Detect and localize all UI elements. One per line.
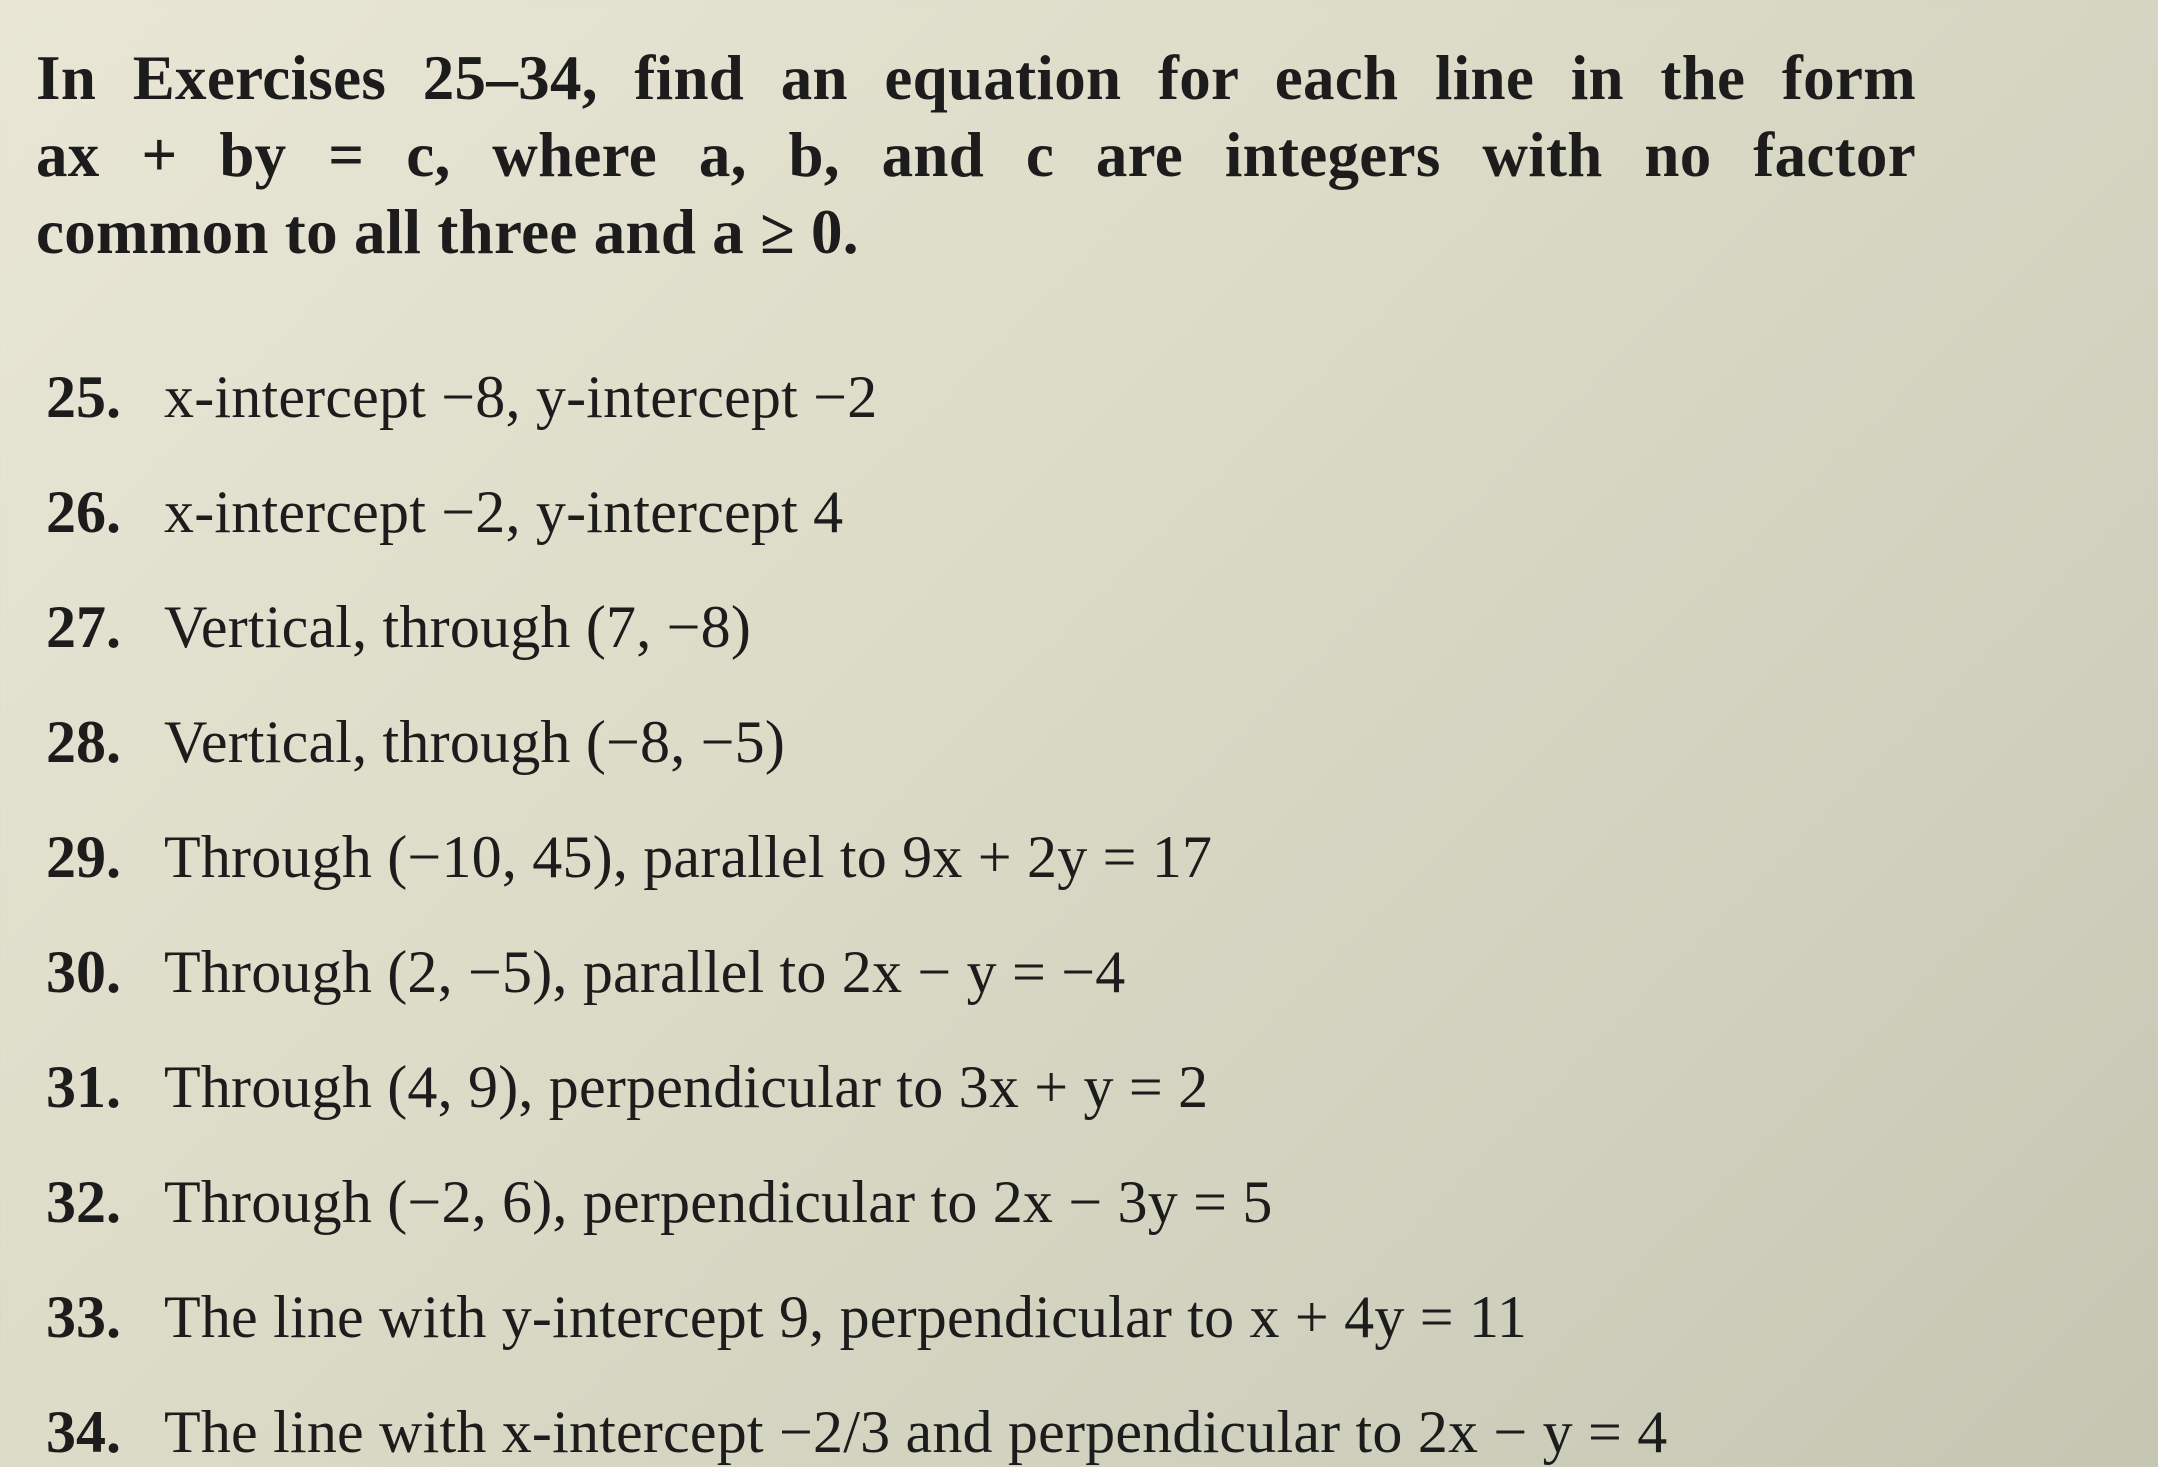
exercise-text: Through (2, −5), parallel to 2x − y = −4 bbox=[164, 939, 1126, 1005]
exercise-number: 31. bbox=[46, 1054, 121, 1120]
instructions-line-3: common to all three and a ≥ 0. bbox=[36, 197, 859, 267]
exercise-28 bbox=[46, 685, 2106, 800]
exercise-25 bbox=[46, 340, 2106, 455]
exercise-number: 34. bbox=[46, 1399, 121, 1465]
textbook-page bbox=[36, 40, 2116, 1465]
exercise-list bbox=[46, 340, 2106, 1467]
exercise-27 bbox=[46, 570, 2106, 685]
exercise-number: 33. bbox=[46, 1284, 121, 1350]
exercise-31 bbox=[46, 1030, 2106, 1145]
exercise-number: 26. bbox=[46, 479, 121, 545]
exercise-text: x-intercept −8, y-intercept −2 bbox=[164, 364, 878, 430]
exercise-30 bbox=[46, 915, 2106, 1030]
exercise-text: x-intercept −2, y-intercept 4 bbox=[164, 479, 844, 545]
exercise-34 bbox=[46, 1375, 2106, 1467]
exercise-text: Through (−2, 6), perpendicular to 2x − 3y = 5 bbox=[164, 1169, 1273, 1235]
exercise-text: Vertical, through (7, −8) bbox=[164, 594, 752, 660]
exercise-text: Through (−10, 45), parallel to 9x + 2y = 17 bbox=[164, 824, 1213, 890]
exercise-number: 27. bbox=[46, 594, 121, 660]
exercise-number: 25. bbox=[46, 364, 121, 430]
exercise-26 bbox=[46, 455, 2106, 570]
exercise-number: 29. bbox=[46, 824, 121, 890]
exercise-text: Vertical, through (−8, −5) bbox=[164, 709, 786, 775]
instructions-line-2: ax + by = c, where a, b, and c are integers with no factor bbox=[36, 120, 1916, 190]
exercise-number: 32. bbox=[46, 1169, 121, 1235]
exercise-29 bbox=[46, 800, 2106, 915]
instructions-line-1: In Exercises 25–34, find an equation for each line in the form bbox=[36, 43, 1916, 113]
exercise-number: 30. bbox=[46, 939, 121, 1005]
exercise-text: The line with y-intercept 9, perpendicular to x + 4y = 11 bbox=[164, 1284, 1528, 1350]
exercise-32 bbox=[46, 1145, 2106, 1260]
exercise-text: Through (4, 9), perpendicular to 3x + y = 2 bbox=[164, 1054, 1209, 1120]
exercise-33 bbox=[46, 1260, 2106, 1375]
exercise-text: The line with x-intercept −2/3 and perpendicular to 2x − y = 4 bbox=[164, 1399, 1668, 1465]
instructions-paragraph bbox=[36, 40, 1916, 271]
exercise-number: 28. bbox=[46, 709, 121, 775]
